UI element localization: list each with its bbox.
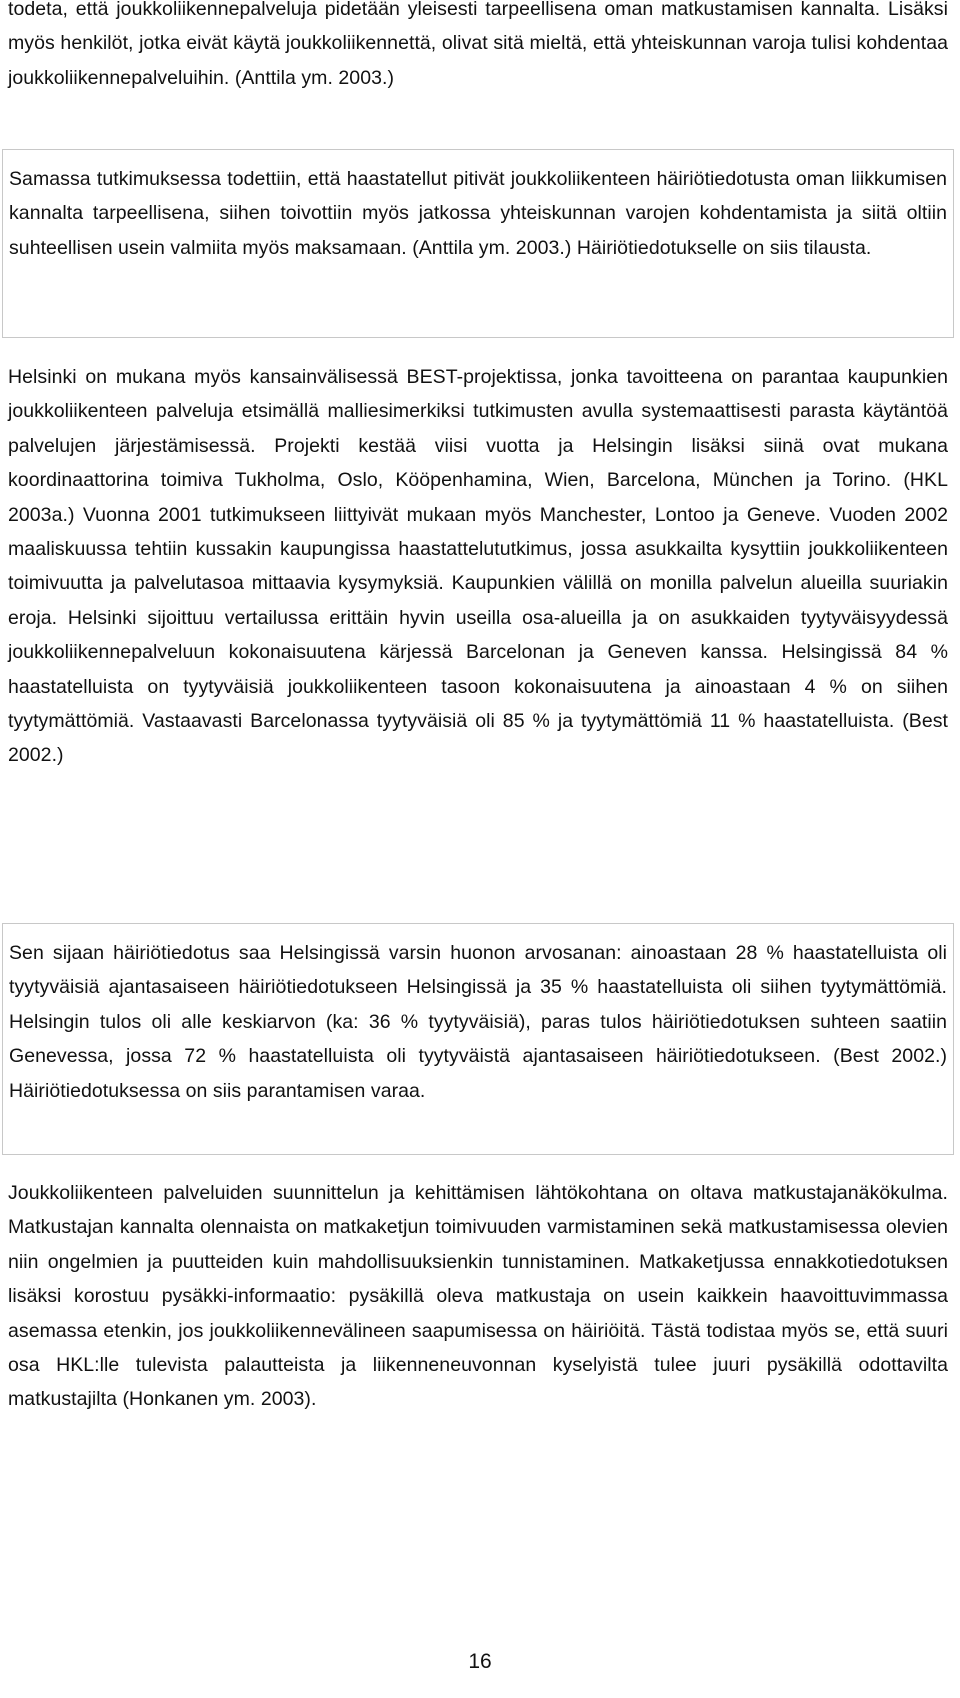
- paragraph-disruption-info-rating: Sen sijaan häiriötiedotus saa Helsingissä varsin huonon arvosanan: ainoastaan 28 % haastatelluista oli tyytyväisiä ajantasaiseen häiriötiedotukseen Helsingissä ja 35 % haastatelluista oli siihen tyytymättömiä. Helsingin tulos oli alle keskiarvon (ka: 36 % tyytyväisiä), paras tulos häiriötiedotuksen suhteen saatiin Genevessa, jossa 72 % haastatelluista oli tyytyväistä ajantasaiseen häiriötiedotukseen. (Best 2002.) Häiriötiedotuksessa on siis parantamisen varaa.: [9, 942, 947, 1102]
- highlight-box-survey: [2, 149, 954, 338]
- highlight-box-disruption-info: [2, 923, 954, 1155]
- page-number: 16: [468, 1650, 492, 1673]
- paragraph-survey-findings: Samassa tutkimuksessa todettiin, että haastatellut pitivät joukkoliikenteen häiriötiedotusta oman liikkumisen kannalta tarpeellisena, siihen toivottiin myös jatkossa yhteiskunnan varojen kohdentamista ja siitä oltiin suhteellisen usein valmiita myös maksamaan. (Anttila ym. 2003.) Häiriötiedotukselle on siis tilausta.: [9, 168, 947, 259]
- paragraph-best-project: Helsinki on mukana myös kansainvälisessä BEST-projektissa, jonka tavoitteena on parantaa kaupunkien joukkoliikenteen palveluja etsimällä malliesimerkiksi tutkimusten avulla systemaattisesti parasta käytäntöä palvelujen järjestämisessä. Projekti kestää viisi vuotta ja Helsingin lisäksi siinä ovat mukana koordinaattorina toimiva Tukholma, Oslo, Kööpenhamina, Wien, Barcelona, München ja Torino. (HKL 2003a.) Vuonna 2001 tutkimukseen liittyivät mukaan myös Manchester, Lontoo ja Geneve. Vuoden 2002 maaliskuussa tehtiin kussakin kaupungissa haastattelututkimus, jossa asukkailta kysyttiin joukkoliikenteen toimivuutta ja palvelutasoa mittaavia kysymyksiä. Kaupunkien välillä on monilla palvelun alueilla suuriakin eroja. Helsinki sijoittuu vertailussa erittäin hyvin useilla osa-alueilla ja on asukkaiden tyytyväisyydessä joukkoliikennepalveluun kokonaisuutena kärjessä Barcelonan ja Geneven kanssa. Helsingissä 84 % haastatelluista on tyytyväisiä joukkoliikenteen tasoon kokonaisuutena ja ainoastaan 4 % on siihen tyytymättömiä. Vastaavasti Barcelonassa tyytyväisiä oli 85 % ja tyytymättömiä 11 % haastatelluista. (Best 2002.): [8, 366, 948, 767]
- paragraph-passenger-perspective: Joukkoliikenteen palveluiden suunnittelun ja kehittämisen lähtökohtana on oltava matkustajanäkökulma. Matkustajan kannalta olennaista on matkaketjun toimivuuden varmistaminen sekä matkustamisessa olevien niin ongelmien ja puutteiden kuin mahdollisuuksienkin tunnistaminen. Matkaketjussa ennakkotiedotuksen lisäksi korostuu pysäkki-informaatio: pysäkillä oleva matkustaja on usein kaikkein haavoittuvimmassa asemassa etenkin, jos joukkoliikennevälineen saapumisessa on häiriöitä. Tästä todistaa myös se, että suuri osa HKL:lle tulevista palautteista ja liikenneneuvonnan kyselyistä tulee juuri pysäkillä odottavilta matkustajilta (Honkanen ym. 2003).: [8, 1182, 948, 1411]
- paragraph-intro: todeta, että joukkoliikennepalveluja pidetään yleisesti tarpeellisena oman matkustamisen kannalta. Lisäksi myös henkilöt, jotka eivät käytä joukkoliikennettä, olivat sitä mieltä, että yhteiskunnan varoja tulisi kohdentaa joukkoliikennepalveluihin. (Anttila ym. 2003.): [8, 0, 948, 89]
